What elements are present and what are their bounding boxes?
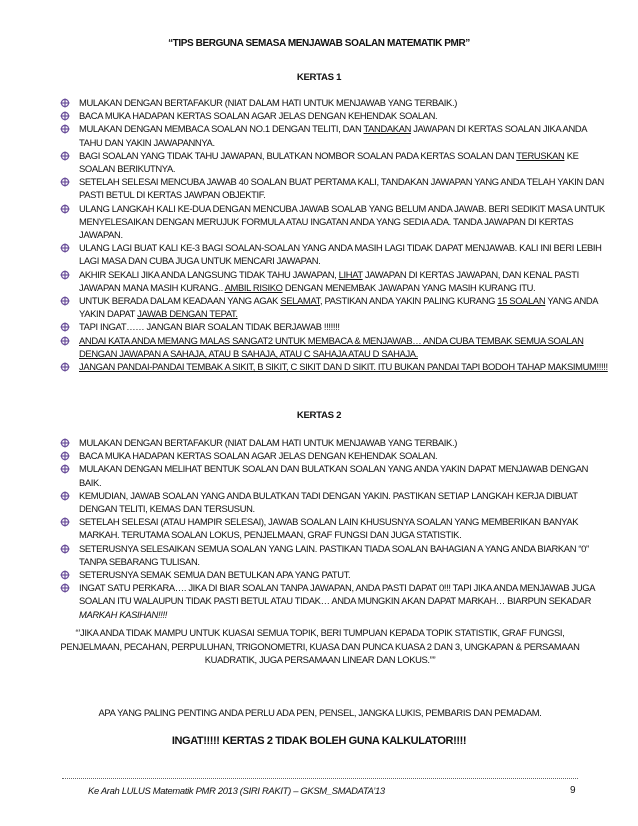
cross-circle-bullet-icon [60,438,70,448]
cross-circle-bullet-icon [60,583,70,593]
tip-text: INGAT SATU PERKARA…. JIKA DI BIAR SOALAN TANPA JAWAPAN, ANDA PASTI DAPAT 0!!! TAPI JIKA ANDA MENJAWAB JUGA SOALAN ITU WALAUPUN TIDAK PASTI BETUL ATAU TIDAK… ANDA MUNGKIN AKAN DAPAT MARKAH… BIARPUN SEKADAR [79,582,595,607]
page-number: 9 [570,785,576,796]
cross-circle-bullet-icon [60,451,70,461]
document-title: “TIPS BERGUNA SEMASA MENJAWAB SOALAN MATEMATIK PMR” [168,38,470,49]
cross-circle-bullet-icon [60,517,70,527]
tip-text: BAGI SOALAN YANG TIDAK TAHU JAWAPAN, BULATKAN NOMBOR SOALAN PADA KERTAS SOALAN DAN [79,149,517,161]
tip-item [60,320,611,333]
tip-item [60,436,611,449]
tip-text: SETERUSNYA SELESAIKAN SEMUA SOALAN YANG LAIN. PASTIKAN TIADA SOALAN BAHAGIAN A YANG ANDA BIARKAN “0” TANPA SEBARANG TULISAN. [79,542,589,567]
cross-circle-bullet-icon [60,296,70,306]
tip-item [60,489,611,515]
tip-item [60,241,611,267]
advice-paragraph: “’JIKA ANDA TIDAK MAMPU UNTUK KUASAI SEMUA TOPIK, BERI TUMPUAN KEPADA TOPIK STATISTIK, GRAF FUNGSI, PENJELMAAN, PECAHAN, PERPULUHAN, TRIGONOMETRI, KUASA DAN PUNCA KUASA 2 DAN 3, UNGKAPAN & PERSAMAAN KUADRATIK, JUGA PERSAMAAN LINEAR DAN LOKUS.”” [60,627,580,665]
tip-text: MULAKAN DENGAN BERTAFAKUR (NIAT DALAM HATI UNTUK MENJAWAB YANG TERBAIK.) [79,97,457,108]
tip-text: SELAMAT [280,295,320,307]
tip-item [60,515,611,541]
tip-item [60,175,611,201]
tip-text: TAPI INGAT…… JANGAN BIAR SOALAN TIDAK BERJAWAB !!!!!!! [79,321,340,333]
kertas2-tips-list [60,436,620,621]
tip-text: AMBIL RISIKO [224,281,283,293]
cross-circle-bullet-icon [60,177,70,187]
tip-text: ULANG LANGKAH KALI KE-DUA DENGAN MENCUBA JAWAB SOALAB YANG BELUM ANDA JAWAB. BERI SEDIKIT MASA UNTUK MENYELESAIKAN DENGAN MERUJUK FORMULA ATAU INGATAN ANDA YANG SEDIA ADA. TANDA JAWAPAN DI KERTAS JAWAPAN. [79,202,605,241]
kertas2-heading: KERTAS 2 [296,410,342,421]
kertas1-tips-list [60,96,620,373]
tip-item [60,568,611,581]
tip-text: JAWAPAN DI KERTAS SOALAN JIKA ANDA TAHU DAN YAKIN JAWAPANNYA. [79,123,587,148]
cross-circle-bullet-icon [60,98,70,108]
cross-circle-bullet-icon [60,243,70,253]
tip-text: AKHIR SEKALI JIKA ANDA LANGSUNG TIDAK TAHU JAWAPAN, [79,268,339,280]
tip-item [60,581,611,621]
cross-circle-bullet-icon [60,124,70,134]
cross-circle-bullet-icon [60,362,70,372]
tip-text: , PASTIKAN ANDA YAKIN PALING KURANG [319,295,498,307]
cross-circle-bullet-icon [60,491,70,501]
footer-divider [62,778,578,779]
tip-item [60,96,611,109]
tip-text: KE SOALAN BERIKUTNYA. [79,149,579,175]
cross-circle-bullet-icon [60,336,70,346]
tip-text: JANGAN PANDAI-PANDAI TEMBAK A SIKIT, B SIKIT, C SIKIT DAN D SIKIT. ITU BUKAN PANDAI TAPI BODOH TAHAP MAKSIMUM!!!!! [79,361,608,373]
tip-item [60,360,611,373]
tip-text: MARKAH KASIHAN!!!! [79,608,167,620]
cross-circle-bullet-icon [60,570,70,580]
tip-text: TERUSKAN [516,149,565,161]
tip-text: ULANG LAGI BUAT KALI KE-3 BAGI SOALAN-SOALAN YANG ANDA MASIH LAGI TIDAK DAPAT MENJAWAB. KALI INI BERI LEBIH LAGI MASA DAN CUBA JUGA UNTUK MENCARI JAWAPAN. [79,242,602,267]
tip-text: TANDAKAN [363,123,412,135]
tip-text: SETELAH SELESAI (ATAU HAMPIR SELESAI), JAWAB SOALAN LAIN KHUSUSNYA SOALAN YANG MEMBERIKAN BANYAK MARKAH. TERUTAMA SOALAN LOKUS, PENJELMAAN, GRAF FUNGSI DAN JUGA STATISTIK. [79,516,579,541]
cross-circle-bullet-icon [60,204,70,214]
tip-text: MULAKAN DENGAN MEMBACA SOALAN NO.1 DENGAN TELITI, DAN [79,123,364,135]
kertas1-heading: KERTAS 1 [296,72,342,83]
calculator-warning: INGAT!!!!! KERTAS 2 TIDAK BOLEH GUNA KALKULATOR!!!! [171,735,467,747]
tip-text: LIHAT [338,268,363,280]
tip-item [60,149,611,175]
tip-text: JAWAB DENGAN TEPAT. [137,308,238,320]
cross-circle-bullet-icon [60,544,70,554]
cross-circle-bullet-icon [60,151,70,161]
tip-text: MULAKAN DENGAN BERTAFAKUR (NIAT DALAM HATI UNTUK MENJAWAB YANG TERBAIK.) [79,437,457,448]
tip-text: SETELAH SELESAI MENCUBA JAWAB 40 SOALAN BUAT PERTAMA KALI, TANDAKAN JAWAPAN YANG ANDA TELAH YAKIN DAN PASTI BETUL DI KERTAS JAWPAN OBJEKTIF. [79,176,604,201]
tip-text: KEMUDIAN, JAWAB SOALAN YANG ANDA BULATKAN TADI DENGAN YAKIN. PASTIKAN SETIAP LANGKAH KERJA DIBUAT DENGAN TELITI, KEMAS DAN TERSUSUN. [79,489,578,515]
tip-item [60,268,611,294]
tip-text: MULAKAN DENGAN MELIHAT BENTUK SOALAN DAN BULATKAN SOALAN YANG ANDA YAKIN DAPAT MENJAWAB DENGAN BAIK. [79,463,589,488]
tip-text: SETERUSNYA SEMAK SEMUA DAN BETULKAN APA YANG PATUT. [79,569,351,581]
tip-item [60,334,611,360]
tip-text: YANG ANDA YAKIN DAPAT [79,295,598,320]
tip-item [60,449,611,462]
tip-item [60,462,611,488]
tools-note: APA YANG PALING PENTING ANDA PERLU ADA PEN, PENSEL, JANGKA LUKIS, PEMBARIS DAN PEMADAM. [98,707,542,718]
tip-text: JAWAPAN DI KERTAS JAWAPAN, DAN KENAL PASTI JAWAPAN MANA MASIH KURANG.. [79,268,579,293]
tip-text: UNTUK BERADA DALAM KEADAAN YANG AGAK [79,295,281,307]
tip-item [60,294,611,320]
footer-title: Ke Arah LULUS Matematik PMR 2013 (SIRI RAKIT) – GKSM_SMADATA’13 [88,785,385,796]
tip-item [60,109,611,122]
tip-text: BACA MUKA HADAPAN KERTAS SOALAN AGAR JELAS DENGAN KEHENDAK SOALAN. [79,450,438,462]
cross-circle-bullet-icon [60,270,70,280]
tip-text: BACA MUKA HADAPAN KERTAS SOALAN AGAR JELAS DENGAN KEHENDAK SOALAN. [79,110,438,122]
tip-item [60,542,611,568]
tip-text: DENGAN MENEMBAK JAWAPAN YANG MASIH KURANG ITU. [282,281,536,293]
cross-circle-bullet-icon [60,464,70,474]
cross-circle-bullet-icon [60,322,70,332]
tip-text: 15 SOALAN [497,295,546,307]
tip-item [60,122,611,148]
tip-text: ANDAI KATA ANDA MEMANG MALAS SANGAT2 UNTUK MEMBACA & MENJAWAB… ANDA CUBA TEMBAK SEMUA SOALAN DENGAN JAWAPAN A SAHAJA, ATAU B SAHAJA, ATAU C SAHAJA ATAU D SAHAJA. [79,334,584,359]
tip-item [60,202,611,242]
cross-circle-bullet-icon [60,111,70,121]
